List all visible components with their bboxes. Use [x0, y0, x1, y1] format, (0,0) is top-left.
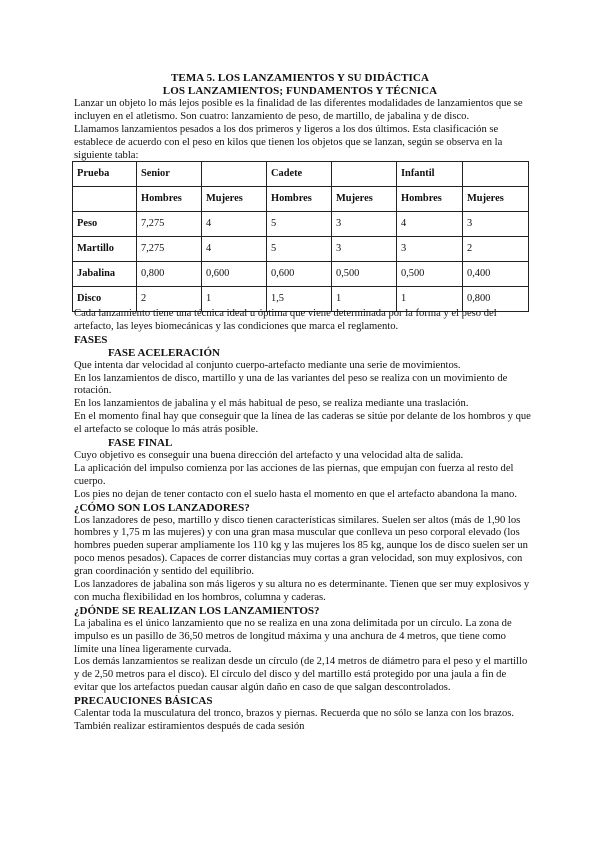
body-section	[74, 308, 532, 734]
table-cell: 0,800	[137, 262, 202, 287]
section-heading: PRECAUCIONES BÁSICAS	[74, 695, 213, 708]
paragraph: Los lanzadores de peso, martillo y disco tienen características similares. Suelen ser altos (más de 1,90 los hombres y 1,75 m las mujeres) y con una gran masa muscular que conlleva un peso corporal elevado (los hombres pueden superar ampliamente los 110 kg y las mujeres los 85 kg, aunque los de disco suelen ser un poco menos pesados). Capaces de correr distancias muy cortas a gran velocidad, son muy explosivos, con gran coordinación y sentido del equilibrio.	[74, 514, 528, 578]
table-cell: 3	[332, 212, 397, 237]
paragraph: La jabalina es el único lanzamiento que no se realiza en una zona delimitada por un círculo. La zona de impulso es un pasillo de 36,50 metros de longitud máxima y una anchura de 4 metros, que tiene como límite una línea ligeramente curvada.	[74, 617, 512, 655]
table-header-cell: Mujeres	[463, 187, 529, 212]
table-header-cell: Mujeres	[202, 187, 267, 212]
table-cell: 3	[397, 237, 463, 262]
table-header-cell	[202, 162, 267, 187]
table-row	[73, 237, 529, 262]
paragraph: Los pies no dejan de tener contacto con el suelo hasta el momento en que el artefacto abandona la mano.	[74, 488, 518, 500]
table-cell: 7,275	[137, 237, 202, 262]
paragraph: Calentar toda la musculatura del tronco, brazos y piernas. Recuerda que no sólo se lanza con los brazos. También realizar estiramientos después de cada sesión	[74, 708, 515, 732]
table-cell: 0,600	[202, 262, 267, 287]
table-header-row	[73, 187, 529, 212]
table-cell: 1	[397, 287, 463, 312]
table-cell: 4	[202, 212, 267, 237]
table-header-row	[73, 162, 529, 187]
table-cell: 5	[267, 212, 332, 237]
table-cell: 0,400	[463, 262, 529, 287]
table-header-cell: Hombres	[137, 187, 202, 212]
paragraph: Cuyo objetivo es conseguir una buena dirección del artefacto y una velocidad alta de salida.	[74, 449, 464, 461]
table-cell: Martillo	[73, 237, 137, 262]
paragraph: Que intenta dar velocidad al conjunto cuerpo-artefacto mediante una serie de movimientos.	[74, 359, 461, 371]
table-cell: 5	[267, 237, 332, 262]
table-header-cell	[463, 162, 529, 187]
table-cell: Jabalina	[73, 262, 137, 287]
paragraph: En el momento final hay que conseguir que la línea de las caderas se sitúe por delante de los hombros y que el artefacto se coloque lo más atrás posible.	[74, 411, 531, 436]
table-cell: 7,275	[137, 212, 202, 237]
table-cell: 4	[397, 212, 463, 237]
table-header-cell: Senior	[137, 162, 202, 187]
table-cell: 2	[463, 237, 529, 262]
table-cell: 4	[202, 237, 267, 262]
document-title: TEMA 5. LOS LANZAMIENTOS Y SU DIDÁCTICA	[170, 72, 430, 84]
table-cell: Disco	[73, 287, 137, 312]
intro-section	[74, 98, 532, 163]
section-heading: FASES	[74, 333, 108, 346]
table-row	[73, 262, 529, 287]
table-cell: 1	[332, 287, 397, 312]
subsection-heading: FASE ACELERACIÓN	[108, 346, 220, 359]
table-cell: 1	[202, 287, 267, 312]
table-header-cell	[332, 162, 397, 187]
paragraph: En los lanzamientos de disco, martillo y una de las variantes del peso se realiza con un movimiento de rotación.	[74, 372, 508, 397]
table-cell: 0,600	[267, 262, 332, 287]
table-cell: 1,5	[267, 287, 332, 312]
table-cell: 2	[137, 287, 202, 312]
table-cell: 3	[332, 237, 397, 262]
paragraph: Cada lanzamiento tiene una técnica ideal u óptima que viene determinada por la forma y el peso del artefacto, las leyes biomecánicas y las condiciones que marca el reglamento.	[74, 308, 497, 332]
intro-paragraph: Lanzar un objeto lo más lejos posible es la finalidad de las diferentes modalidades de lanzamientos que se incluyen en el atletismo. Son cuatro: lanzamiento de peso, de martillo, de jabalina y de disco.	[74, 98, 523, 122]
table-header-cell	[73, 187, 137, 212]
table-cell: 0,500	[332, 262, 397, 287]
table-header-cell: Cadete	[267, 162, 332, 187]
paragraph: Los demás lanzamientos se realizan desde un círculo (de 2,14 metros de diámetro para el peso y el martillo y de 2,50 metros para el disco). El círculo del disco y del martillo está protegido por una jaula a fin de evitar que los artefactos puedan causar algún daño en caso de que salgan descontrolados.	[74, 656, 528, 694]
table-cell: Peso	[73, 212, 137, 237]
weights-table	[72, 161, 529, 312]
table-cell: 3	[463, 212, 529, 237]
table-header-cell: Hombres	[267, 187, 332, 212]
subsection-heading: FASE FINAL	[108, 437, 173, 450]
table-cell: 0,500	[397, 262, 463, 287]
document-subtitle: LOS LANZAMIENTOS; FUNDAMENTOS Y TÉCNICA	[162, 85, 438, 97]
section-heading: ¿DÓNDE SE REALIZAN LOS LANZAMIENTOS?	[74, 604, 320, 617]
table-header-cell: Infantil	[397, 162, 463, 187]
table-cell: 0,800	[463, 287, 529, 312]
table-header-cell: Hombres	[397, 187, 463, 212]
paragraph: Los lanzadores de jabalina son más ligeros y su altura no es determinante. Tienen que ser muy explosivos y con mucha flexibilidad en los hombros, columna y caderas.	[74, 579, 530, 603]
intro-paragraph: Llamamos lanzamientos pesados a los dos primeros y ligeros a los dos últimos. Esta clasificación se establece de acuerdo con el peso en kilos que tienen los objetos que se lanzan, según se observa en la siguiente tabla:	[74, 123, 503, 161]
paragraph: La aplicación del impulso comienza por las acciones de las piernas, que empujan con fuerza al resto del cuerpo.	[74, 462, 514, 487]
paragraph: En los lanzamientos de jabalina y el más habitual de peso, se realiza mediante una traslación.	[74, 398, 469, 410]
table-row	[73, 212, 529, 237]
section-heading: ¿CÓMO SON LOS LANZADORES?	[74, 501, 250, 514]
table-header-cell: Mujeres	[332, 187, 397, 212]
table-header-cell: Prueba	[73, 162, 137, 187]
